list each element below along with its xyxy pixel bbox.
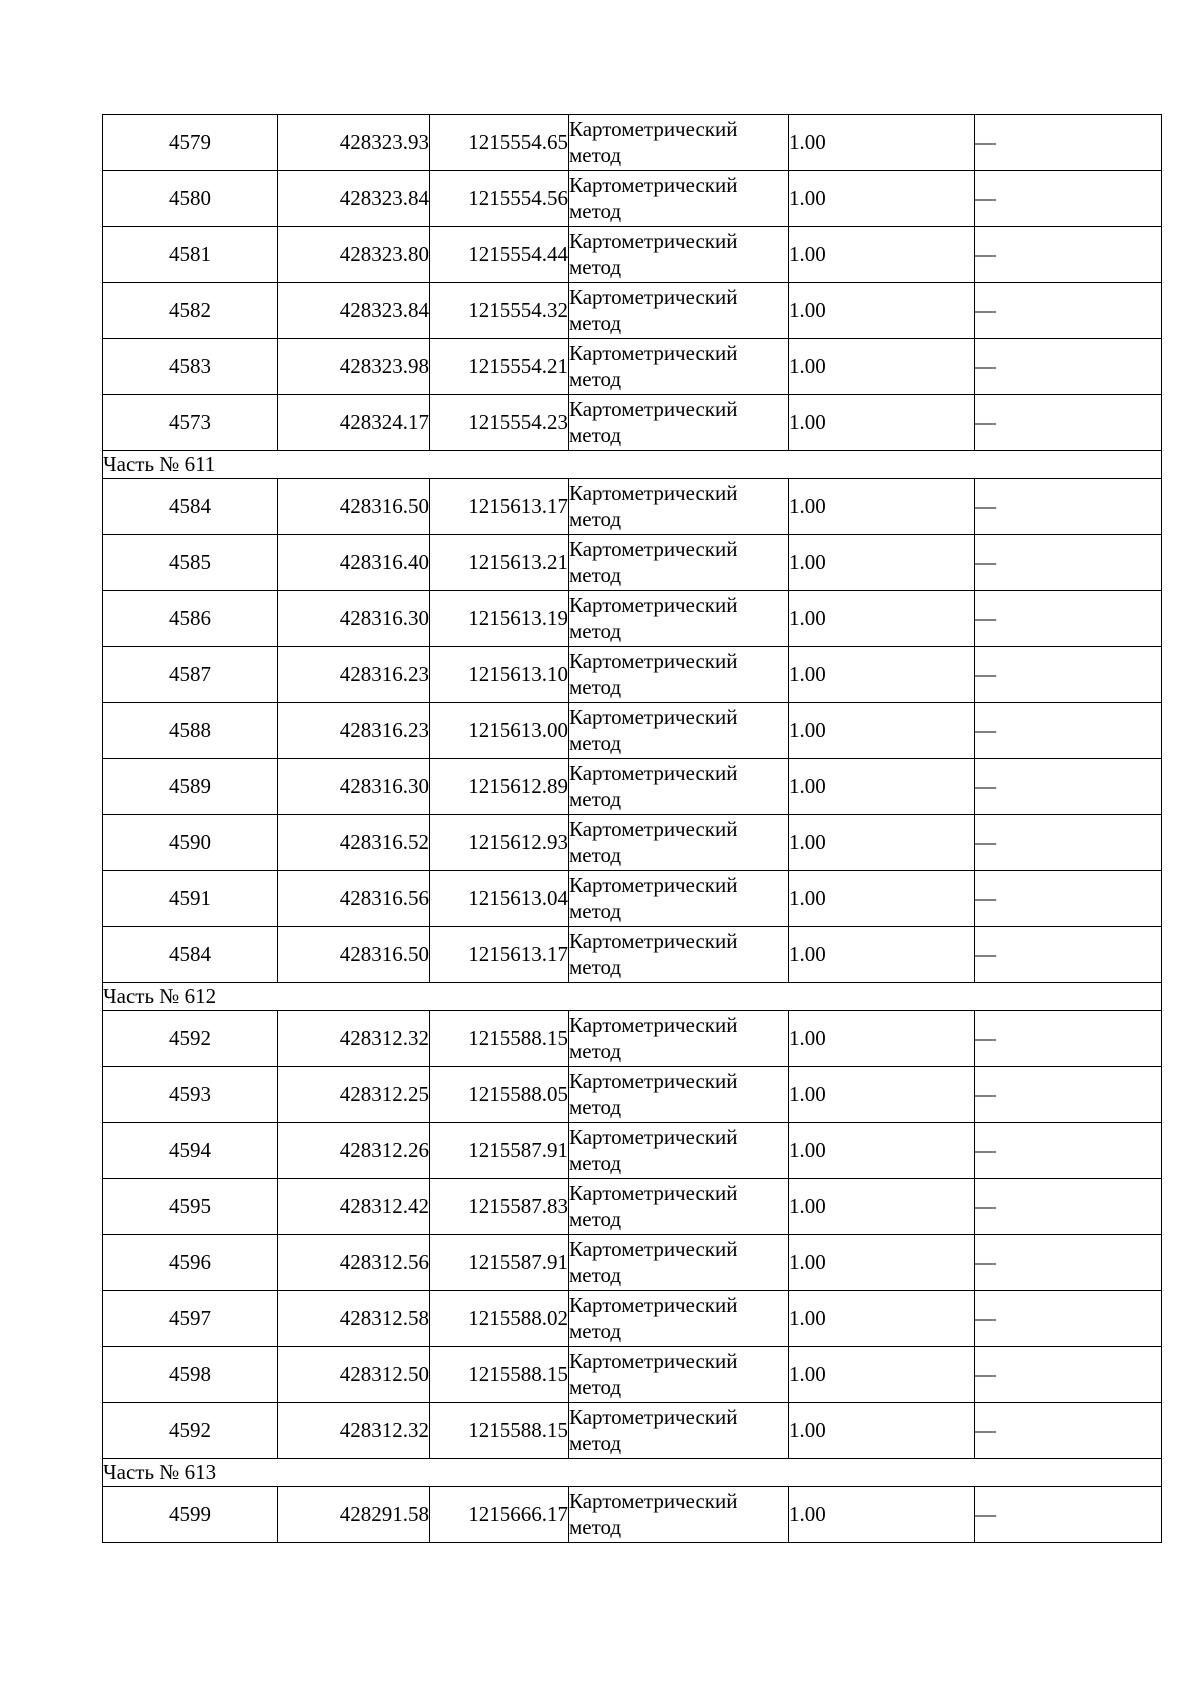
table-row [103, 1179, 1162, 1235]
accuracy-cell: 1.00 [789, 535, 975, 591]
table-body [103, 115, 1162, 1543]
method-text-line: метод [569, 730, 622, 755]
x-coordinate-cell: 428312.58 [278, 1291, 430, 1347]
method-text-line: метод [569, 1206, 622, 1231]
table-row [103, 1235, 1162, 1291]
method-text-line: метод [569, 1262, 622, 1287]
description-cell: — [975, 591, 1162, 647]
accuracy-cell: 1.00 [789, 395, 975, 451]
method-text-line: Картометрический [569, 229, 738, 254]
method-cell [569, 535, 789, 591]
point-number-cell: 4584 [103, 927, 278, 983]
method-text-line: Картометрический [569, 285, 738, 310]
method-text-line: Картометрический [569, 705, 738, 730]
table-row [103, 1123, 1162, 1179]
method-text-line: метод [569, 1374, 622, 1399]
y-coordinate-cell: 1215588.15 [430, 1403, 569, 1459]
method-text-line: Картометрический [569, 1237, 738, 1262]
method-text-line: метод [569, 1514, 622, 1539]
point-number-cell: 4599 [103, 1487, 278, 1543]
point-number-cell: 4581 [103, 227, 278, 283]
x-coordinate-cell: 428316.30 [278, 591, 430, 647]
y-coordinate-cell: 1215612.93 [430, 815, 569, 871]
method-text-line: Картометрический [569, 481, 738, 506]
x-coordinate-cell: 428324.17 [278, 395, 430, 451]
x-coordinate-cell: 428312.32 [278, 1403, 430, 1459]
section-header-row [103, 451, 1162, 479]
method-text-line: Картометрический [569, 1489, 738, 1514]
method-cell [569, 1291, 789, 1347]
point-number-cell: 4580 [103, 171, 278, 227]
y-coordinate-cell: 1215588.02 [430, 1291, 569, 1347]
x-coordinate-cell: 428316.56 [278, 871, 430, 927]
x-coordinate-cell: 428316.23 [278, 703, 430, 759]
method-cell [569, 115, 789, 171]
point-number-cell: 4584 [103, 479, 278, 535]
method-text-line: метод [569, 142, 622, 167]
table-row [103, 591, 1162, 647]
method-cell [569, 1123, 789, 1179]
description-cell: — [975, 115, 1162, 171]
accuracy-cell: 1.00 [789, 703, 975, 759]
table-row [103, 339, 1162, 395]
y-coordinate-cell: 1215612.89 [430, 759, 569, 815]
method-cell [569, 339, 789, 395]
section-header-row [103, 1459, 1162, 1487]
point-number-cell: 4593 [103, 1067, 278, 1123]
section-label: Часть № 612 [103, 983, 1162, 1011]
description-cell: — [975, 1487, 1162, 1543]
description-cell: — [975, 227, 1162, 283]
table-row [103, 1291, 1162, 1347]
method-cell [569, 871, 789, 927]
table-row [103, 871, 1162, 927]
method-text-line: метод [569, 366, 622, 391]
method-text-line: Картометрический [569, 873, 738, 898]
method-text-line: Картометрический [569, 649, 738, 674]
y-coordinate-cell: 1215587.83 [430, 1179, 569, 1235]
y-coordinate-cell: 1215613.17 [430, 479, 569, 535]
point-number-cell: 4597 [103, 1291, 278, 1347]
table-row [103, 395, 1162, 451]
method-text-line: метод [569, 954, 622, 979]
table-row [103, 1067, 1162, 1123]
y-coordinate-cell: 1215666.17 [430, 1487, 569, 1543]
y-coordinate-cell: 1215554.23 [430, 395, 569, 451]
point-number-cell: 4598 [103, 1347, 278, 1403]
method-text-line: метод [569, 422, 622, 447]
y-coordinate-cell: 1215588.05 [430, 1067, 569, 1123]
method-cell [569, 171, 789, 227]
point-number-cell: 4592 [103, 1011, 278, 1067]
point-number-cell: 4579 [103, 115, 278, 171]
description-cell: — [975, 1179, 1162, 1235]
x-coordinate-cell: 428312.42 [278, 1179, 430, 1235]
accuracy-cell: 1.00 [789, 1403, 975, 1459]
method-cell [569, 395, 789, 451]
table-row [103, 1403, 1162, 1459]
point-number-cell: 4594 [103, 1123, 278, 1179]
method-text-line: Картометрический [569, 1125, 738, 1150]
method-cell [569, 927, 789, 983]
table-row [103, 815, 1162, 871]
method-text-line: Картометрический [569, 817, 738, 842]
table-row [103, 703, 1162, 759]
method-cell [569, 1487, 789, 1543]
method-text-line: метод [569, 1038, 622, 1063]
y-coordinate-cell: 1215588.15 [430, 1347, 569, 1403]
method-cell [569, 227, 789, 283]
method-cell [569, 591, 789, 647]
table-row [103, 1347, 1162, 1403]
point-number-cell: 4596 [103, 1235, 278, 1291]
y-coordinate-cell: 1215587.91 [430, 1123, 569, 1179]
x-coordinate-cell: 428312.56 [278, 1235, 430, 1291]
description-cell: — [975, 1291, 1162, 1347]
accuracy-cell: 1.00 [789, 927, 975, 983]
y-coordinate-cell: 1215613.04 [430, 871, 569, 927]
method-cell [569, 1347, 789, 1403]
method-cell [569, 647, 789, 703]
x-coordinate-cell: 428312.25 [278, 1067, 430, 1123]
description-cell: — [975, 395, 1162, 451]
section-label: Часть № 613 [103, 1459, 1162, 1487]
x-coordinate-cell: 428323.93 [278, 115, 430, 171]
description-cell: — [975, 871, 1162, 927]
accuracy-cell: 1.00 [789, 591, 975, 647]
method-text-line: метод [569, 198, 622, 223]
method-text-line: Картометрический [569, 397, 738, 422]
method-cell [569, 1403, 789, 1459]
method-text-line: метод [569, 898, 622, 923]
description-cell: — [975, 479, 1162, 535]
accuracy-cell: 1.00 [789, 479, 975, 535]
description-cell: — [975, 171, 1162, 227]
accuracy-cell: 1.00 [789, 871, 975, 927]
method-text-line: метод [569, 1318, 622, 1343]
accuracy-cell: 1.00 [789, 1067, 975, 1123]
table-row [103, 115, 1162, 171]
description-cell: — [975, 1067, 1162, 1123]
accuracy-cell: 1.00 [789, 1487, 975, 1543]
point-number-cell: 4592 [103, 1403, 278, 1459]
y-coordinate-cell: 1215613.00 [430, 703, 569, 759]
y-coordinate-cell: 1215554.56 [430, 171, 569, 227]
y-coordinate-cell: 1215554.65 [430, 115, 569, 171]
x-coordinate-cell: 428316.23 [278, 647, 430, 703]
table-row [103, 535, 1162, 591]
x-coordinate-cell: 428316.30 [278, 759, 430, 815]
method-cell [569, 815, 789, 871]
section-label: Часть № 611 [103, 451, 1162, 479]
y-coordinate-cell: 1215554.44 [430, 227, 569, 283]
table-row [103, 647, 1162, 703]
description-cell: — [975, 339, 1162, 395]
y-coordinate-cell: 1215588.15 [430, 1011, 569, 1067]
accuracy-cell: 1.00 [789, 1011, 975, 1067]
method-text-line: Картометрический [569, 1069, 738, 1094]
method-cell [569, 1011, 789, 1067]
description-cell: — [975, 283, 1162, 339]
x-coordinate-cell: 428316.50 [278, 479, 430, 535]
method-text-line: метод [569, 1094, 622, 1119]
table-row [103, 1011, 1162, 1067]
x-coordinate-cell: 428323.84 [278, 171, 430, 227]
method-text-line: Картометрический [569, 1349, 738, 1374]
x-coordinate-cell: 428316.52 [278, 815, 430, 871]
accuracy-cell: 1.00 [789, 171, 975, 227]
x-coordinate-cell: 428312.32 [278, 1011, 430, 1067]
table-row [103, 479, 1162, 535]
point-number-cell: 4585 [103, 535, 278, 591]
description-cell: — [975, 1123, 1162, 1179]
accuracy-cell: 1.00 [789, 339, 975, 395]
description-cell: — [975, 815, 1162, 871]
method-text-line: Картометрический [569, 593, 738, 618]
x-coordinate-cell: 428291.58 [278, 1487, 430, 1543]
description-cell: — [975, 1235, 1162, 1291]
point-number-cell: 4582 [103, 283, 278, 339]
x-coordinate-cell: 428316.40 [278, 535, 430, 591]
method-text-line: Картометрический [569, 1181, 738, 1206]
method-text-line: метод [569, 310, 622, 335]
method-cell [569, 1179, 789, 1235]
point-number-cell: 4590 [103, 815, 278, 871]
method-text-line: метод [569, 506, 622, 531]
method-text-line: метод [569, 254, 622, 279]
description-cell: — [975, 647, 1162, 703]
table-row [103, 1487, 1162, 1543]
y-coordinate-cell: 1215613.19 [430, 591, 569, 647]
accuracy-cell: 1.00 [789, 815, 975, 871]
point-number-cell: 4589 [103, 759, 278, 815]
y-coordinate-cell: 1215587.91 [430, 1235, 569, 1291]
description-cell: — [975, 759, 1162, 815]
y-coordinate-cell: 1215613.21 [430, 535, 569, 591]
method-text-line: метод [569, 1150, 622, 1175]
method-text-line: Картометрический [569, 117, 738, 142]
y-coordinate-cell: 1215613.10 [430, 647, 569, 703]
point-number-cell: 4587 [103, 647, 278, 703]
method-text-line: Картометрический [569, 761, 738, 786]
description-cell: — [975, 1011, 1162, 1067]
method-text-line: Картометрический [569, 1013, 738, 1038]
x-coordinate-cell: 428323.98 [278, 339, 430, 395]
point-number-cell: 4595 [103, 1179, 278, 1235]
accuracy-cell: 1.00 [789, 227, 975, 283]
method-text-line: Картометрический [569, 173, 738, 198]
point-number-cell: 4586 [103, 591, 278, 647]
accuracy-cell: 1.00 [789, 1347, 975, 1403]
table-row [103, 283, 1162, 339]
method-text-line: Картометрический [569, 537, 738, 562]
y-coordinate-cell: 1215613.17 [430, 927, 569, 983]
accuracy-cell: 1.00 [789, 115, 975, 171]
method-text-line: Картометрический [569, 341, 738, 366]
description-cell: — [975, 703, 1162, 759]
table-row [103, 759, 1162, 815]
accuracy-cell: 1.00 [789, 1291, 975, 1347]
method-cell [569, 703, 789, 759]
method-text-line: метод [569, 1430, 622, 1455]
section-header-row [103, 983, 1162, 1011]
method-text-line: метод [569, 674, 622, 699]
x-coordinate-cell: 428323.80 [278, 227, 430, 283]
x-coordinate-cell: 428312.26 [278, 1123, 430, 1179]
table-row [103, 927, 1162, 983]
accuracy-cell: 1.00 [789, 647, 975, 703]
y-coordinate-cell: 1215554.21 [430, 339, 569, 395]
method-text-line: Картометрический [569, 1293, 738, 1318]
x-coordinate-cell: 428323.84 [278, 283, 430, 339]
accuracy-cell: 1.00 [789, 759, 975, 815]
x-coordinate-cell: 428316.50 [278, 927, 430, 983]
method-text-line: метод [569, 842, 622, 867]
coordinates-table [102, 114, 1162, 1543]
point-number-cell: 4591 [103, 871, 278, 927]
accuracy-cell: 1.00 [789, 283, 975, 339]
method-text-line: метод [569, 562, 622, 587]
method-cell [569, 759, 789, 815]
table-row [103, 227, 1162, 283]
point-number-cell: 4588 [103, 703, 278, 759]
description-cell: — [975, 1347, 1162, 1403]
description-cell: — [975, 927, 1162, 983]
accuracy-cell: 1.00 [789, 1235, 975, 1291]
method-cell [569, 1235, 789, 1291]
description-cell: — [975, 1403, 1162, 1459]
method-text-line: метод [569, 618, 622, 643]
x-coordinate-cell: 428312.50 [278, 1347, 430, 1403]
method-cell [569, 479, 789, 535]
method-cell [569, 283, 789, 339]
method-text-line: Картометрический [569, 1405, 738, 1430]
description-cell: — [975, 535, 1162, 591]
accuracy-cell: 1.00 [789, 1179, 975, 1235]
y-coordinate-cell: 1215554.32 [430, 283, 569, 339]
point-number-cell: 4583 [103, 339, 278, 395]
method-text-line: Картометрический [569, 929, 738, 954]
table-row [103, 171, 1162, 227]
point-number-cell: 4573 [103, 395, 278, 451]
method-text-line: метод [569, 786, 622, 811]
accuracy-cell: 1.00 [789, 1123, 975, 1179]
method-cell [569, 1067, 789, 1123]
